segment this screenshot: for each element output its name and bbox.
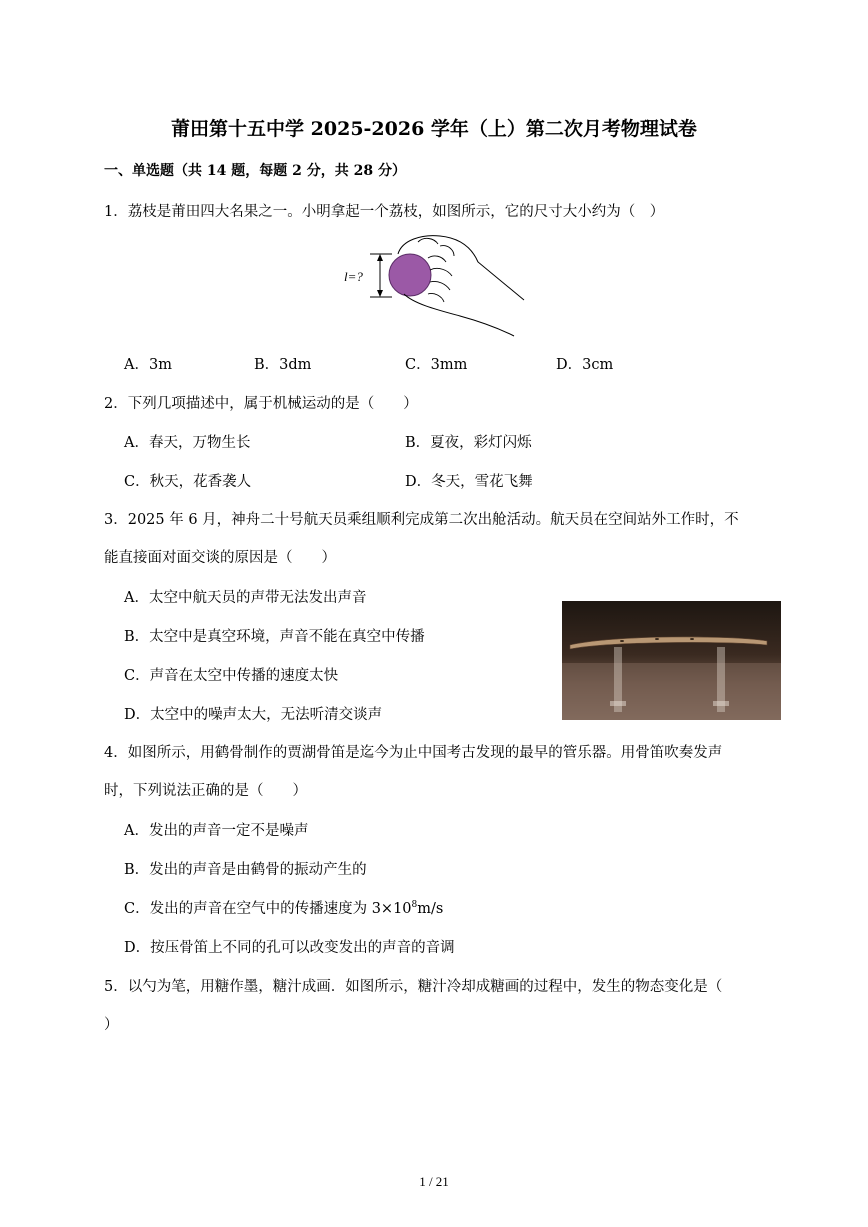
bone-flute-photo	[562, 601, 781, 720]
q1-option-b[interactable]: B．3dm	[254, 357, 312, 373]
q2-option-d[interactable]: D．冬天，雪花飞舞	[405, 474, 533, 490]
q2-option-b[interactable]: B．夏夜，彩灯闪烁	[405, 435, 532, 451]
question-3-stem-line2: 能直接面对面交谈的原因是（ ）	[104, 550, 336, 566]
q4-option-c-text: C．发出的声音在空气中的传播速度为 3×10	[124, 901, 412, 917]
q2-option-c[interactable]: C．秋天，花香袭人	[124, 474, 252, 490]
question-2-stem: 2．下列几项描述中，属于机械运动的是（ ）	[104, 396, 418, 412]
q3-option-b[interactable]: B．太空中是真空环境，声音不能在真空中传播	[124, 629, 425, 645]
q4-option-d[interactable]: D．按压骨笛上不同的孔可以改变发出的声音的音调	[124, 940, 455, 956]
question-3-stem-line1: 3．2025 年 6 月，神舟二十号航天员乘组顺利完成第二次出舱活动。航天员在空间站外工作时，不	[104, 512, 739, 528]
question-5-stem-line2: ）	[104, 1017, 119, 1033]
q1-option-d[interactable]: D．3cm	[556, 357, 614, 373]
q3-option-a[interactable]: A．太空中航天员的声带无法发出声音	[124, 590, 367, 606]
q4-option-b[interactable]: B．发出的声音是由鹤骨的振动产生的	[124, 862, 367, 878]
q1-option-c[interactable]: C．3mm	[405, 357, 468, 373]
q4-option-c-exponent: 8	[411, 900, 418, 911]
page-number: 1 / 21	[419, 1174, 449, 1189]
question-1-stem: 1．荔枝是莆田四大名果之一。小明拿起一个荔枝，如图所示，它的尺寸大小约为（ ）	[104, 204, 665, 220]
q3-option-c[interactable]: C．声音在太空中传播的速度太快	[124, 668, 339, 684]
question-4-stem-line2: 时，下列说法正确的是（ ）	[104, 783, 307, 799]
q4-option-c[interactable]	[124, 897, 443, 918]
q3-option-d[interactable]: D．太空中的噪声太大，无法听清交谈声	[124, 707, 383, 723]
lychee-hand-figure	[342, 230, 532, 340]
section-heading: 一、单选题（共 14 题，每题 2 分，共 28 分）	[104, 163, 406, 179]
q1-option-a[interactable]: A．3m	[124, 357, 172, 373]
question-5-stem-line1: 5．以勺为笔，用糖作墨，糖汁成画．如图所示，糖汁冷却成糖画的过程中，发生的物态变化是（	[104, 979, 723, 995]
q4-option-c-unit: m/s	[417, 901, 444, 917]
q2-option-a[interactable]: A．春天，万物生长	[124, 435, 251, 451]
question-4-stem-line1: 4．如图所示，用鹤骨制作的贾湖骨笛是迄今为止中国考古发现的最早的管乐器。用骨笛吹奏发声	[104, 745, 723, 761]
figure-length-label: l=?	[344, 269, 363, 284]
q4-option-a[interactable]: A．发出的声音一定不是噪声	[124, 823, 309, 839]
exam-title: 莆田第十五中学 2025-2026 学年（上）第二次月考物理试卷	[171, 118, 697, 140]
